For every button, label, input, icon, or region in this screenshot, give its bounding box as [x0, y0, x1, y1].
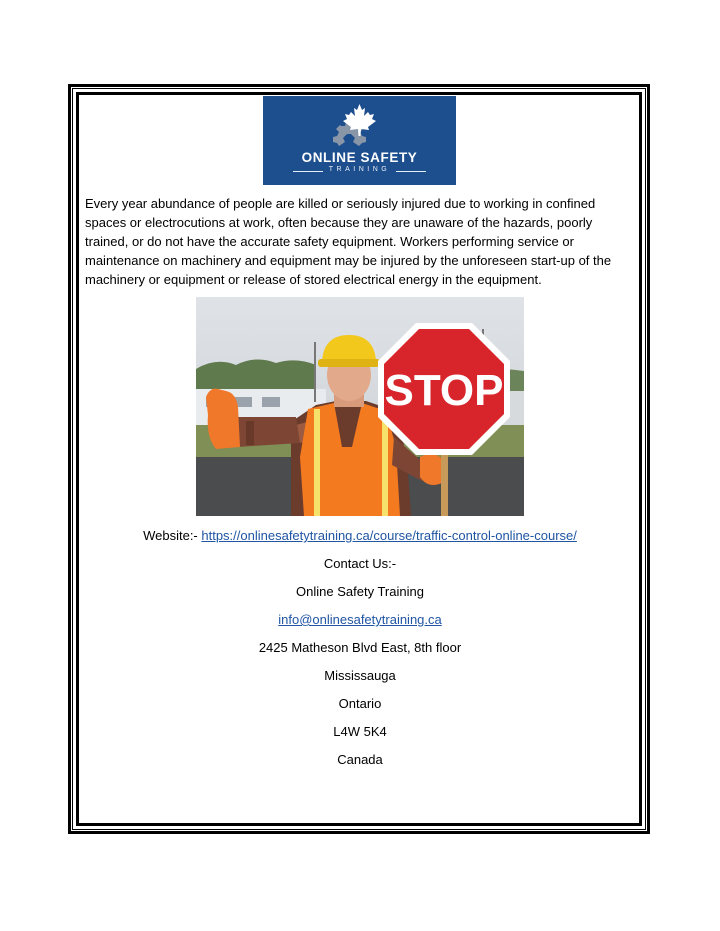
- contact-us-label: Contact Us:-: [323, 556, 397, 571]
- company-logo: [263, 96, 456, 185]
- email-line: [80, 612, 640, 627]
- street-address: 2425 Matheson Blvd East, 8th floor: [258, 640, 462, 655]
- intro-paragraph: Every year abundance of people are killed or seriously injured due to working in confined spaces or electrocutions at work, often because they are unaware of the hazards, poorly trained, or do not have the accurate safety equipment. Workers performing service or maintenance on machinery and equipment may be injured by the unforeseen start-up of the machinery or equipment or release of stored electrical energy in the equipment.: [85, 196, 612, 287]
- province: Ontario: [338, 696, 382, 711]
- postal-code: L4W 5K4: [333, 724, 387, 739]
- country: Canada: [337, 752, 383, 767]
- worker-stop-sign-photo: [196, 297, 524, 516]
- logo-title: ONLINE SAFETY: [301, 150, 418, 165]
- company-name: Online Safety Training: [296, 584, 424, 599]
- email-link[interactable]: info@onlinesafetytraining.ca: [278, 612, 442, 627]
- website-line: [80, 528, 640, 543]
- website-label: Website:-: [143, 528, 202, 543]
- stop-sign-text: STOP: [384, 366, 504, 415]
- logo-subtitle: TRAINING: [328, 166, 391, 173]
- website-link[interactable]: https://onlinesafetytraining.ca/course/traffic-control-online-course/: [201, 528, 577, 543]
- city: Mississauga: [324, 668, 396, 683]
